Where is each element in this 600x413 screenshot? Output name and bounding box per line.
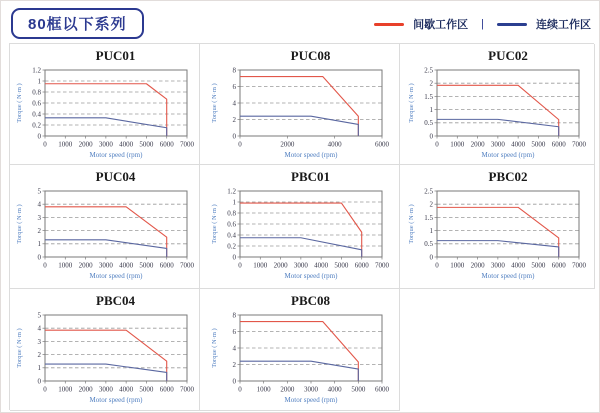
svg-text:6: 6 (232, 82, 236, 91)
svg-text:Torque ( N·m ): Torque ( N·m ) (15, 83, 23, 123)
svg-text:Torque ( N·m ): Torque ( N·m ) (408, 83, 415, 123)
svg-text:0: 0 (42, 261, 47, 270)
svg-text:7000: 7000 (179, 261, 194, 270)
chart-legend (374, 16, 591, 32)
svg-text:1.2: 1.2 (226, 187, 236, 196)
svg-text:Torque ( N·m ): Torque ( N·m ) (15, 204, 23, 244)
torque-speed-chart-puc08 (208, 64, 392, 164)
svg-text:0.2: 0.2 (226, 242, 236, 251)
chart-title: PUC01 (95, 48, 136, 63)
svg-text:0: 0 (429, 132, 433, 141)
torque-speed-chart-puc04 (13, 185, 197, 285)
svg-text:2: 2 (429, 79, 433, 88)
svg-text:Motor speed (rpm): Motor speed (rpm) (284, 151, 337, 159)
svg-text:6000: 6000 (159, 140, 174, 149)
svg-text:2000: 2000 (273, 261, 288, 270)
svg-text:1000: 1000 (252, 261, 267, 270)
svg-text:5000: 5000 (138, 140, 153, 149)
svg-text:4000: 4000 (313, 261, 328, 270)
svg-text:7000: 7000 (179, 385, 194, 394)
svg-text:0.5: 0.5 (424, 119, 433, 128)
svg-text:5000: 5000 (350, 385, 365, 394)
svg-text:0: 0 (435, 140, 439, 149)
svg-text:Motor speed (rpm): Motor speed (rpm) (481, 151, 535, 159)
svg-text:Motor speed (rpm): Motor speed (rpm) (89, 396, 142, 404)
svg-text:4: 4 (232, 99, 236, 108)
svg-text:2000: 2000 (78, 261, 93, 270)
svg-text:0.4: 0.4 (226, 231, 236, 240)
charts-grid (9, 43, 594, 410)
svg-text:1: 1 (37, 240, 41, 249)
torque-speed-chart-puc02 (405, 64, 589, 164)
svg-text:1: 1 (429, 227, 433, 235)
chart-cell-pbc02 (400, 165, 595, 289)
svg-text:3000: 3000 (98, 140, 113, 149)
svg-text:8: 8 (232, 311, 236, 320)
svg-text:5000: 5000 (531, 140, 546, 149)
continuous-zone-label: 连续工作区 (536, 19, 591, 31)
svg-text:6000: 6000 (374, 140, 389, 149)
svg-text:0: 0 (237, 385, 242, 394)
svg-text:0: 0 (42, 385, 47, 394)
chart-cell-puc04 (10, 165, 200, 289)
svg-text:1.2: 1.2 (31, 66, 41, 75)
intermittent-zone-line-swatch (374, 23, 404, 26)
svg-text:2: 2 (37, 227, 41, 235)
svg-text:3000: 3000 (98, 385, 113, 394)
intermittent-zone-label: 间歇工作区 (413, 19, 469, 31)
svg-text:0.2: 0.2 (31, 121, 41, 130)
svg-text:0: 0 (42, 140, 47, 149)
chart-title: PUC02 (488, 48, 528, 63)
chart-title: PUC04 (95, 169, 136, 184)
svg-text:0: 0 (237, 140, 242, 149)
svg-text:4000: 4000 (118, 385, 133, 394)
svg-text:Motor speed (rpm): Motor speed (rpm) (89, 272, 142, 280)
svg-text:2: 2 (429, 200, 433, 209)
svg-text:Torque ( N·m ): Torque ( N·m ) (210, 204, 218, 244)
svg-text:3000: 3000 (293, 261, 308, 270)
torque-speed-chart-puc01 (13, 64, 197, 164)
chart-cell-puc02 (400, 44, 595, 165)
svg-text:6000: 6000 (159, 385, 174, 394)
svg-text:1: 1 (37, 77, 41, 86)
svg-text:Torque ( N·m ): Torque ( N·m ) (15, 328, 23, 368)
svg-text:1.5: 1.5 (424, 92, 433, 101)
chart-cell-puc01 (10, 44, 200, 165)
svg-text:0.8: 0.8 (31, 88, 41, 97)
svg-text:3000: 3000 (303, 385, 318, 394)
torque-speed-chart-pbc04 (13, 309, 197, 409)
svg-text:0.5: 0.5 (424, 240, 433, 249)
svg-text:2000: 2000 (78, 140, 93, 149)
svg-text:2: 2 (232, 360, 236, 369)
svg-text:6: 6 (232, 327, 236, 336)
svg-text:0: 0 (435, 261, 439, 270)
torque-speed-chart-pbc02 (405, 185, 589, 285)
svg-text:7000: 7000 (179, 140, 194, 149)
svg-text:4: 4 (37, 200, 41, 209)
chart-cell-pbc01 (200, 165, 400, 289)
svg-text:2.5: 2.5 (424, 66, 433, 75)
svg-text:Motor speed (rpm): Motor speed (rpm) (284, 396, 337, 404)
svg-text:0.6: 0.6 (31, 99, 41, 108)
chart-title: PBC01 (291, 169, 330, 184)
svg-text:8: 8 (232, 66, 236, 75)
svg-text:7000: 7000 (572, 140, 586, 149)
svg-text:3000: 3000 (490, 261, 505, 270)
svg-text:2000: 2000 (470, 140, 485, 149)
legend-separator: | (481, 18, 484, 30)
svg-text:5: 5 (37, 187, 41, 196)
svg-text:7000: 7000 (572, 261, 586, 270)
svg-text:2000: 2000 (279, 385, 294, 394)
empty-cell (400, 289, 595, 411)
chart-cell-pbc08 (200, 289, 400, 411)
svg-text:0.8: 0.8 (226, 209, 236, 218)
svg-text:1: 1 (429, 106, 433, 114)
series-title-badge: 80框以下系列 (11, 8, 144, 39)
svg-text:0.4: 0.4 (31, 110, 41, 119)
svg-text:6000: 6000 (551, 261, 566, 270)
svg-text:5000: 5000 (333, 261, 348, 270)
svg-text:1000: 1000 (256, 385, 271, 394)
svg-text:2.5: 2.5 (424, 187, 433, 196)
svg-text:Torque ( N·m ): Torque ( N·m ) (408, 204, 415, 244)
svg-text:0: 0 (37, 132, 41, 141)
svg-text:1000: 1000 (450, 140, 465, 149)
svg-text:0: 0 (237, 261, 242, 270)
chart-title: PBC08 (291, 293, 330, 308)
svg-text:5000: 5000 (138, 385, 153, 394)
svg-text:4: 4 (37, 324, 41, 333)
svg-text:2: 2 (232, 115, 236, 124)
svg-text:1000: 1000 (57, 261, 72, 270)
svg-text:5000: 5000 (531, 261, 546, 270)
svg-text:3000: 3000 (490, 140, 505, 149)
svg-text:Motor speed (rpm): Motor speed (rpm) (89, 151, 142, 159)
svg-text:5: 5 (37, 311, 41, 320)
svg-text:6000: 6000 (551, 140, 566, 149)
svg-text:4000: 4000 (511, 140, 526, 149)
svg-text:1000: 1000 (57, 140, 72, 149)
svg-text:3: 3 (37, 337, 41, 346)
torque-speed-chart-pbc08 (208, 309, 392, 409)
svg-text:Motor speed (rpm): Motor speed (rpm) (284, 272, 337, 280)
svg-text:2000: 2000 (78, 385, 93, 394)
page-header (1, 1, 600, 43)
svg-text:7000: 7000 (374, 261, 389, 270)
svg-text:3: 3 (37, 213, 41, 222)
continuous-zone-line-swatch (497, 23, 527, 26)
chart-cell-pbc04 (10, 289, 200, 411)
svg-text:4: 4 (232, 344, 236, 353)
torque-speed-chart-pbc01 (208, 185, 392, 285)
svg-text:5000: 5000 (138, 261, 153, 270)
svg-text:4000: 4000 (118, 140, 133, 149)
svg-text:0.6: 0.6 (226, 220, 236, 229)
svg-text:4000: 4000 (118, 261, 133, 270)
chart-title: PBC04 (96, 293, 135, 308)
svg-text:6000: 6000 (159, 261, 174, 270)
svg-text:1: 1 (232, 198, 236, 207)
svg-text:0: 0 (232, 253, 236, 262)
svg-text:2000: 2000 (279, 140, 294, 149)
svg-text:0: 0 (429, 253, 433, 262)
svg-text:6000: 6000 (374, 385, 389, 394)
svg-text:6000: 6000 (354, 261, 369, 270)
svg-text:3000: 3000 (98, 261, 113, 270)
svg-text:0: 0 (232, 377, 236, 386)
svg-text:4000: 4000 (511, 261, 526, 270)
chart-cell-puc08 (200, 44, 400, 165)
svg-text:Motor speed (rpm): Motor speed (rpm) (481, 272, 535, 280)
svg-text:0: 0 (232, 132, 236, 141)
svg-text:4000: 4000 (327, 385, 342, 394)
svg-text:1000: 1000 (57, 385, 72, 394)
svg-text:1000: 1000 (450, 261, 465, 270)
svg-text:2: 2 (37, 351, 41, 359)
chart-title: PBC02 (488, 169, 528, 184)
svg-text:Torque ( N·m ): Torque ( N·m ) (210, 328, 218, 368)
svg-text:1: 1 (37, 364, 41, 373)
svg-text:0: 0 (37, 377, 41, 386)
svg-text:1.5: 1.5 (424, 213, 433, 222)
chart-title: PUC08 (290, 48, 331, 63)
svg-text:0: 0 (37, 253, 41, 262)
svg-text:2000: 2000 (470, 261, 485, 270)
svg-text:4000: 4000 (327, 140, 342, 149)
svg-text:Torque ( N·m ): Torque ( N·m ) (210, 83, 218, 123)
